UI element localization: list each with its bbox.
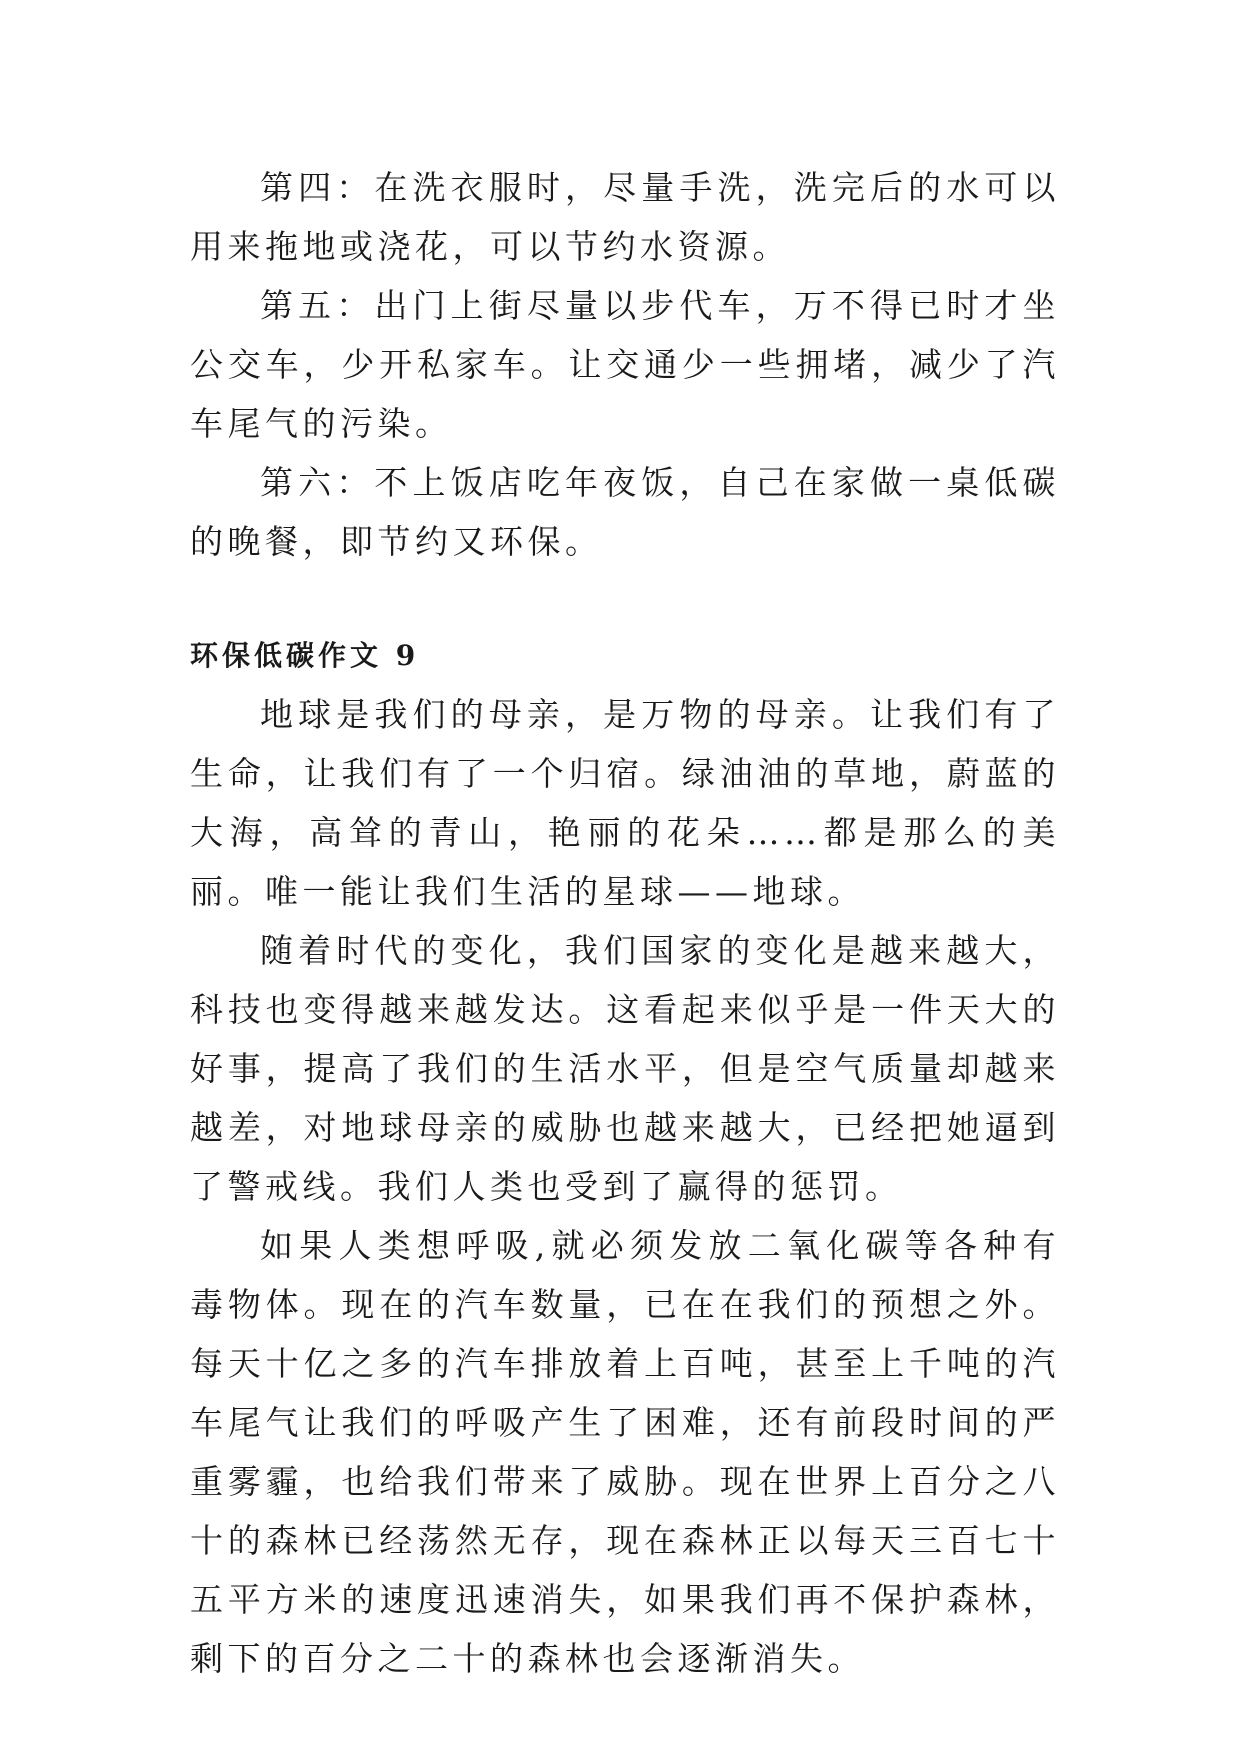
- document-body: [190, 158, 1060, 1688]
- paragraph-tip-4: 第四：在洗衣服时，尽量手洗，洗完后的水可以用来拖地或浇花，可以节约水资源。: [190, 168, 1060, 266]
- paragraph-changes: 随着时代的变化，我们国家的变化是越来越大，科技也变得越来越发达。这看起来似乎是一件天大的好事，提高了我们的生活水平，但是空气质量却越来越差，对地球母亲的威胁也越来越大，已经把她逼到了警戒线。我们人类也受到了赢得的惩罚。: [190, 931, 1060, 1206]
- paragraph-pollution: 如果人类想呼吸,就必须发放二氧化碳等各种有毒物体。现在的汽车数量，已在在我们的预想之外。每天十亿之多的汽车排放着上百吨，甚至上千吨的汽车尾气让我们的呼吸产生了困难，还有前段时间的严重雾霾，也给我们带来了威胁。现在世界上百分之八十的森林已经荡然无存，现在森林正以每天三百七十五平方米的速度迅速消失，如果我们再不保护森林，剩下的百分之二十的森林也会逐渐消失。: [190, 1226, 1060, 1678]
- paragraph-earth-mother: 地球是我们的母亲，是万物的母亲。让我们有了生命，让我们有了一个归宿。绿油油的草地，蔚蓝的大海，高耸的青山，艳丽的花朵……都是那么的美丽。唯一能让我们生活的星球——地球。: [190, 695, 1060, 911]
- paragraph-tip-6: 第六：不上饭店吃年夜饭，自己在家做一桌低碳的晚餐，即节约又环保。: [190, 463, 1060, 561]
- essay-title: 环保低碳作文 9: [190, 639, 420, 672]
- paragraph-tip-5: 第五：出门上街尽量以步代车，万不得已时才坐公交车，少开私家车。让交通少一些拥堵，减少了汽车尾气的污染。: [190, 286, 1060, 443]
